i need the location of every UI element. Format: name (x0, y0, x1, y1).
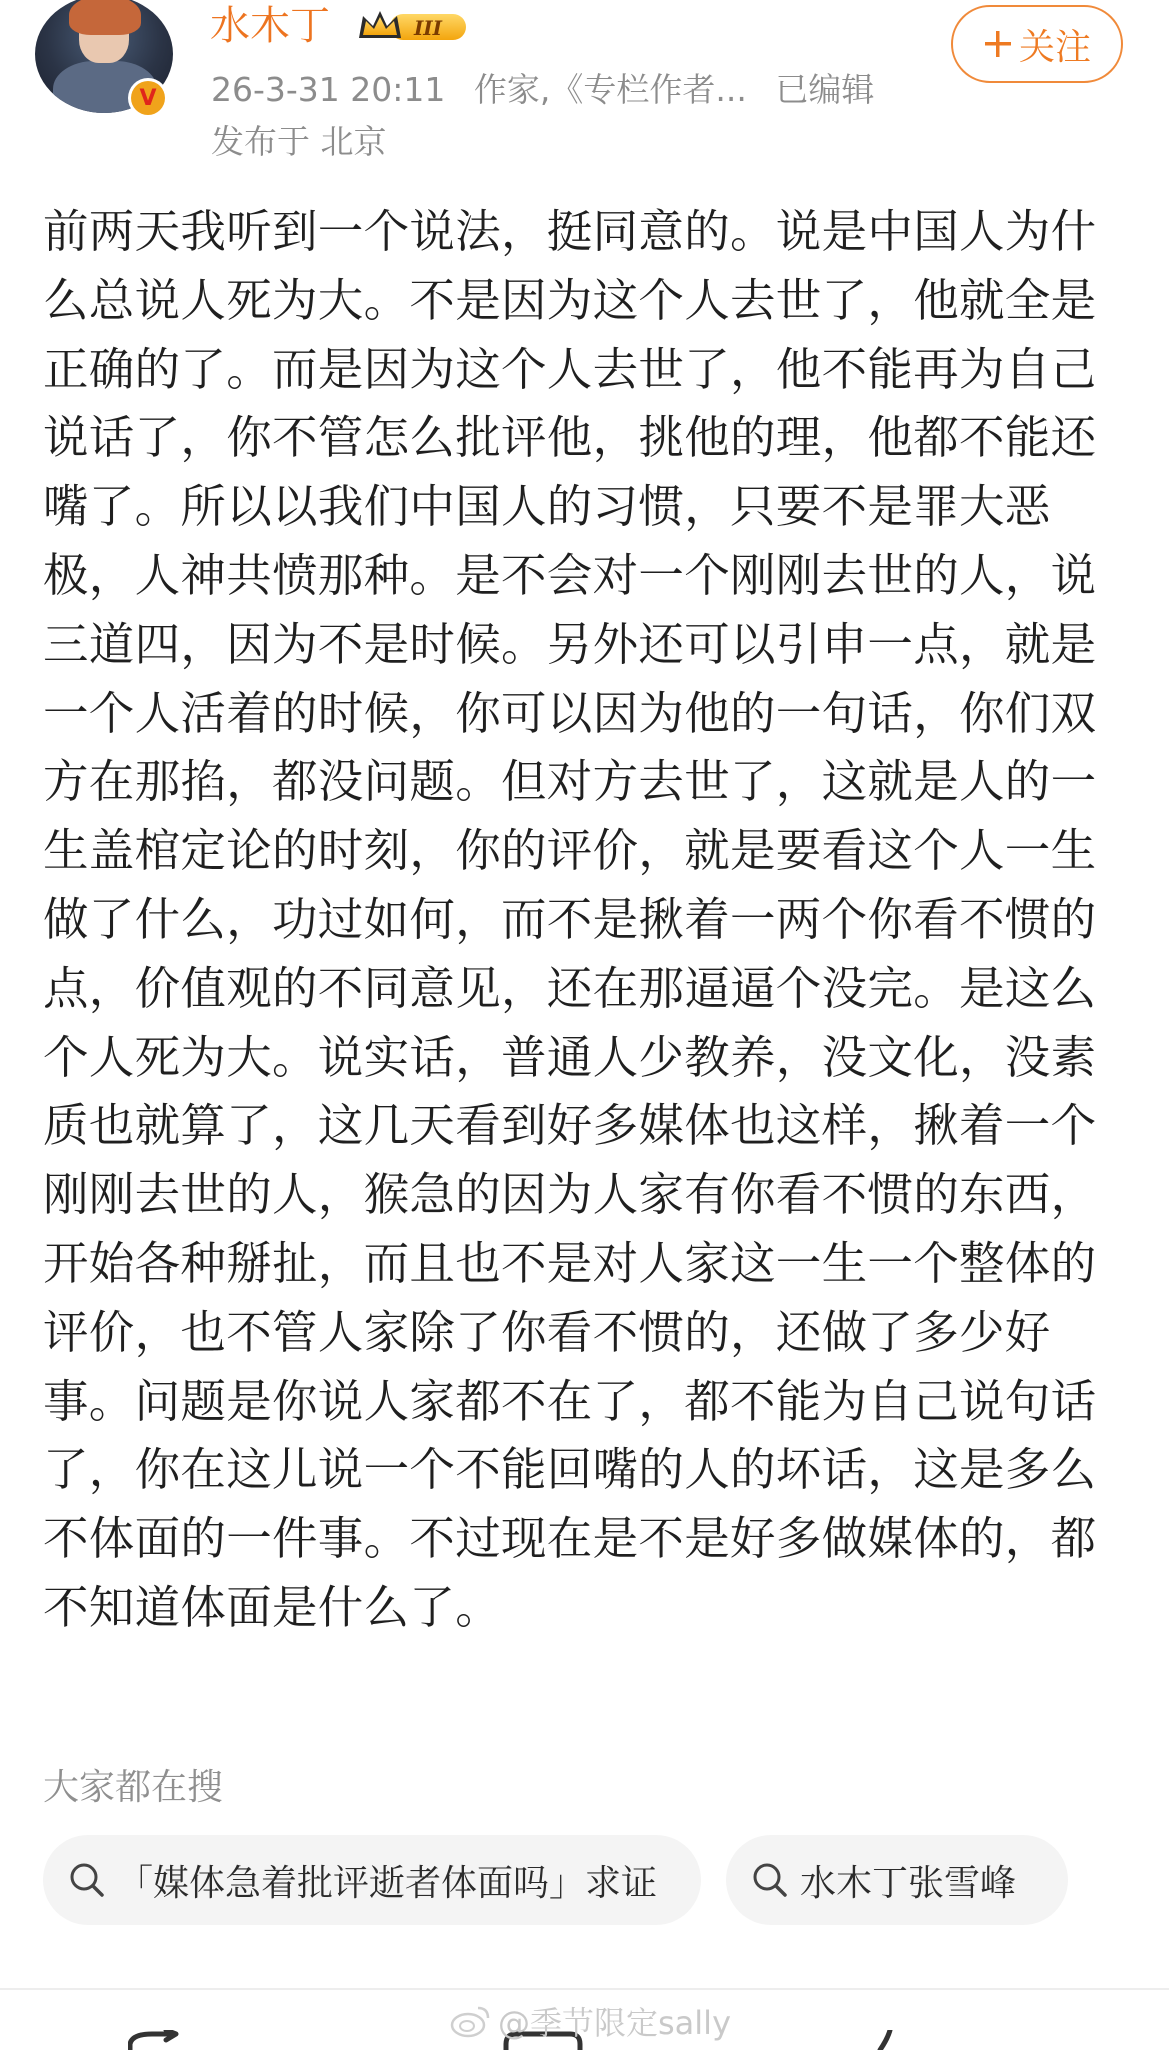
weibo-logo-icon (450, 2004, 492, 2038)
post-header (0, 0, 1169, 170)
plus-icon (983, 29, 1013, 59)
follow-button[interactable] (951, 5, 1123, 83)
edited-label[interactable]: 已编辑 (775, 70, 875, 109)
post-body-text: 前两天我听到一个说法，挺同意的。说是中国人为什么总说人死为大。不是因为这个人去世了，他就全是正确的了。而是因为这个人去世了，他不能再为自己说话了，你不管怎么批评他，挑他的理，他都不能还嘴了。所以以我们中国人的习惯，只要不是罪大恶极，人神共愤那种。是不会对一个刚刚去世的人，说三道四，因为不是时候。另外还可以引申一点，就是一个人活着的时候，你可以因为他的一句话，你们双方在那掐，都没问题。但对方去世了，这就是人的一生盖棺定论的时刻，你的评价，就是要看这个人一生做了什么，功过如何，而不是揪着一两个你看不惯的点，价值观的不同意见，还在那逼逼个没完。是这么个人死为大。说实话，普通人少教养，没文化，没素质也就算了，这几天看到好多媒体也这样，揪着一个刚刚去世的人，猴急的因为人家有你看不惯的东西，开始各种掰扯，而且也不是对人家这一生一个整体的评价，也不管人家除了你看不惯的，还做了多少好事。问题是你说人家都不在了，都不能为自己说句话了，你在这儿说一个不能回嘴的人的坏话，这是多么不体面的一件事。不过现在是不是好多做媒体的，都不知道体面是什么了。 (43, 205, 1097, 1634)
author-tags[interactable]: 作家,《专栏作者... (473, 70, 747, 109)
follow-label: 关注 (1018, 26, 1091, 68)
trending-search-label: 「媒体急着批评逝者体面吗」求证 (117, 1862, 658, 1904)
like-icon[interactable] (866, 2030, 906, 2050)
trending-search-chip[interactable] (43, 1835, 701, 1925)
watermark-text: @季节限定sally (498, 2004, 732, 2042)
search-icon (750, 1860, 790, 1900)
divider (0, 1988, 1169, 1990)
verified-badge-icon: V (128, 78, 168, 118)
watermark (450, 1998, 731, 2044)
post-location: 发布于 北京 (211, 122, 387, 161)
member-crown-icon[interactable] (356, 8, 470, 46)
share-icon[interactable] (128, 2030, 208, 2050)
post-meta (211, 68, 892, 112)
trending-search-label: 水木丁张雪峰 (800, 1862, 1017, 1904)
username[interactable]: 水木丁 (210, 3, 330, 49)
post-timestamp: 26-3-31 20:11 (211, 70, 446, 109)
search-icon (67, 1860, 107, 1900)
trending-search-chip[interactable] (726, 1835, 1068, 1925)
member-level: III (413, 16, 443, 40)
trending-search-title: 大家都在搜 (43, 1767, 224, 1808)
